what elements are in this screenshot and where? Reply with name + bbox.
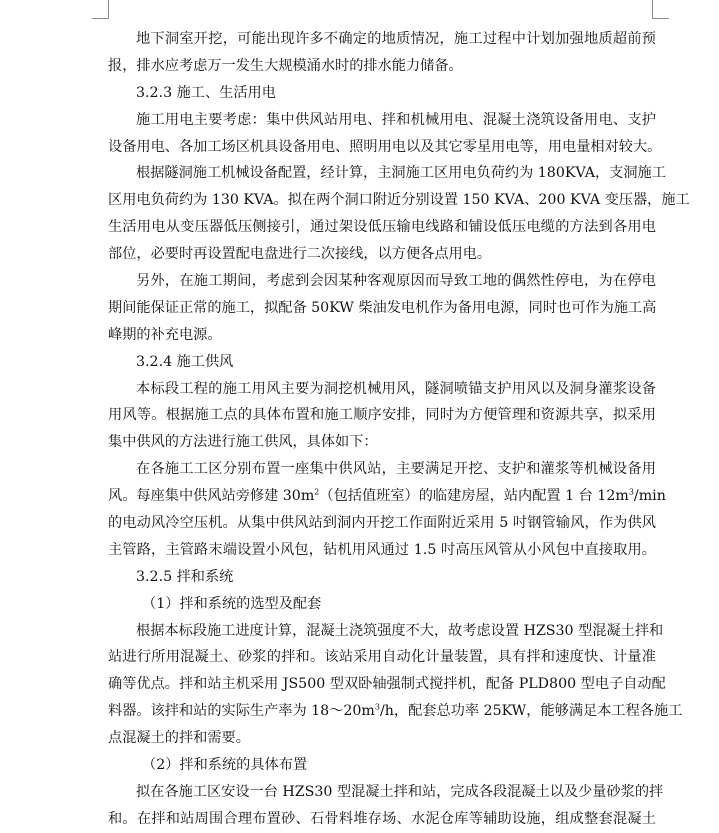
- superscript: 3: [374, 702, 380, 712]
- section-heading: 3.2.5 拌和系统: [136, 568, 234, 585]
- text-run: 料器。该拌和站的实际生产率为 18～20m: [108, 703, 375, 720]
- paragraph-line: 生活用电从变压器低压侧接引，通过架设低压输电线路和铺设低压电缆的方法到各用电: [108, 219, 656, 236]
- paragraph-line: 点混凝土的拌和需要。: [108, 730, 250, 747]
- text-run: （包括值班室）的临建房屋，站内配置 1 台 12m: [319, 488, 629, 505]
- superscript: 3: [628, 487, 634, 497]
- section-heading: 3.2.3 施工、生活用电: [136, 84, 276, 101]
- paragraph-line: 根据本标段施工进度计算，混凝土浇筑强度不大，故考虑设置 HZS30 型混凝土拌和: [136, 622, 664, 639]
- paragraph-line: 区用电负荷约为 130 KVA。拟在两个洞口附近分别设置 150 KVA、200 KVA 变压器，施工: [108, 192, 690, 209]
- margin-corner-mark-left-horizontal: [92, 18, 109, 19]
- paragraph-line: 峰期的补充电源。: [108, 326, 222, 343]
- paragraph-line: 本标段工程的施工用风主要为洞挖机械用风，隧洞喷锚支护用风以及洞身灌浆设备: [136, 380, 656, 397]
- margin-corner-mark-right-horizontal: [652, 18, 669, 19]
- paragraph-line: 地下洞室开挖，可能出现许多不确定的地质情况，施工过程中计划加强地质超前预: [136, 31, 656, 47]
- paragraph-line: 期间能保证正常的施工，拟配备 50KW 柴油发电机作为备用电源，同时也可作为施工高: [108, 299, 657, 316]
- paragraph-line: 主管路，主管路末端设置小风包，钻机用风通过 1.5 吋高压风管从小风包中直接取用。: [108, 541, 656, 558]
- paragraph-line: 拟在各施工区安设一台 HZS30 型混凝土拌和站，完成各段混凝土以及少量砂浆的拌: [136, 783, 664, 800]
- superscript: 2: [314, 487, 320, 497]
- paragraph-line: 报，排水应考虑万一发生大规模涌水时的排水能力储备。: [108, 57, 463, 74]
- section-heading: 3.2.4 施工供风: [136, 353, 234, 370]
- paragraph-line: 站进行所用混凝土、砂浆的拌和。该站采用自动化计量装置，具有拌和速度快、计量准: [108, 649, 656, 666]
- paragraph-line: 设备用电、各加工场区机具设备用电、照明用电以及其它零星用电等，用电量相对较大。: [108, 138, 662, 155]
- margin-corner-mark-right: [652, 0, 653, 18]
- paragraph-line: 和。在拌和站周围合理布置砂、石骨料堆存场、水泥仓库等辅助设施，组成整套混凝土: [108, 810, 656, 827]
- paragraph-line: 根据隧洞施工机械设备配置，经计算，主洞施工区用电负荷约为 180KVA，支洞施工: [136, 165, 666, 182]
- text-run: /h，配套总功率 25KW，能够满足本工程各施工: [379, 703, 683, 720]
- paragraph-line: 确等优点。拌和站主机采用 JS500 型双卧轴强制式搅拌机，配备 PLD800 型电子自动配: [108, 676, 666, 693]
- paragraph-line: 部位，必要时再设置配电盘进行二次接线，以方便各点用电。: [108, 246, 492, 263]
- paragraph-line: 在各施工工区分别布置一座集中供风站，主要满足开挖、支护和灌浆等机械设备用: [136, 461, 656, 478]
- subsection-heading: （1）拌和系统的选型及配套: [142, 595, 322, 612]
- subsection-heading: （2）拌和系统的具体布置: [142, 757, 308, 774]
- margin-corner-mark-left: [108, 0, 109, 18]
- text-run: /min: [633, 488, 666, 505]
- paragraph-line: 的电动风冷空压机。从集中供风站到洞内开挖工作面附近采用 5 吋钢管输风，作为供风: [108, 515, 656, 532]
- paragraph-line: 施工用电主要考虑：集中供风站用电、拌和机械用电、混凝土浇筑设备用电、支护: [136, 111, 656, 128]
- paragraph-line: 用风等。根据施工点的具体布置和施工顺序安排，同时为方便管理和资源共享，拟采用: [108, 407, 656, 424]
- text-run: 风。每座集中供风站旁修建 30m: [108, 488, 315, 505]
- paragraph-line: 集中供风的方法进行施工供风，具体如下：: [108, 434, 378, 451]
- paragraph-line: 另外，在施工期间，考虑到会因某种客观原因而导致工地的偶然性停电，为在停电: [136, 273, 656, 290]
- paragraph-line: [108, 483, 666, 510]
- paragraph-line: [108, 698, 683, 725]
- document-body: [108, 26, 690, 833]
